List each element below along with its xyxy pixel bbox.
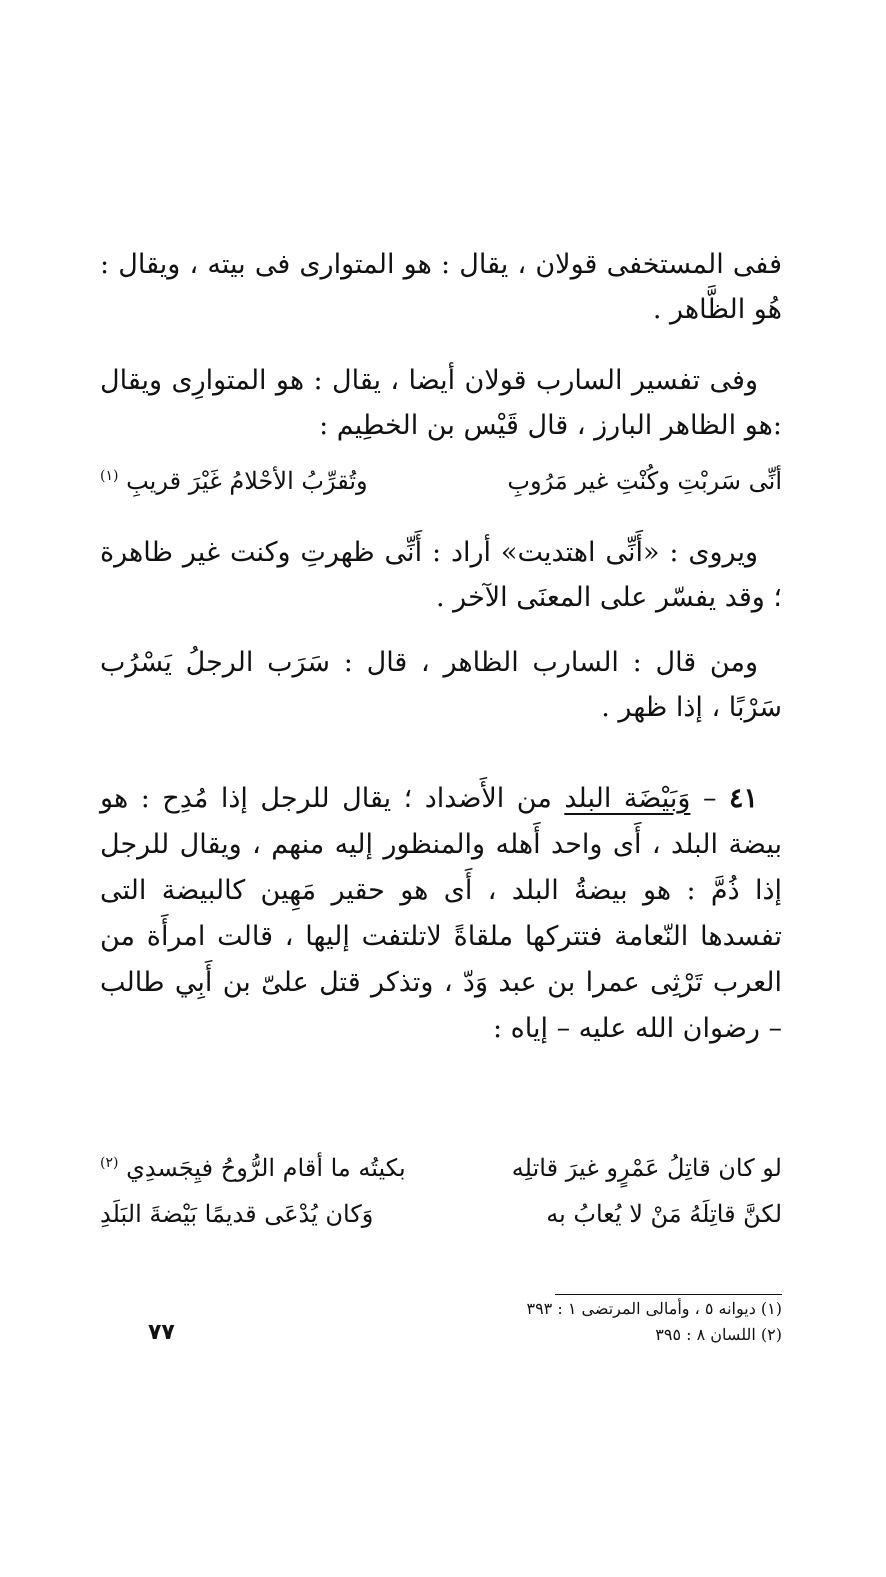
verse-hemistich-first: لو كان قاتِلُ عَمْرٍو غيرَ قاتلِه bbox=[511, 1154, 782, 1182]
entry-number: ٤١ bbox=[728, 783, 758, 814]
footnote-ref: (١) bbox=[100, 468, 119, 484]
paragraph-text: ففى المستخفى قولان ، يقال : هو المتوارى فى بيته ، ويقال : هُو الظَّاهر . bbox=[100, 249, 782, 325]
verse-qays bbox=[100, 463, 782, 499]
footnote-divider bbox=[555, 1294, 782, 1295]
entry-body: من الأَضداد ؛ يقال للرجل إذا مُدِح : هو بيضة البلد ، أَى واحد أَهله والمنظور إليه منهم ، ويقال للرجل إذا ذُمَّ : هو بيضةُ البلد ، أَى هو حقير مَهِين كالبيضة التى تفسدها النّعامة فتتركها ملقاةً لاتلتفت إليها ، قالت امرأَة من العرب تَرْثِى عمرا بن عبد وَدّ ، وتذكر قتل علىّ بن أَبِي طالب – رضوان الله عليه – إياه : bbox=[100, 783, 782, 1044]
paragraph-text: ومن قال : السارب الظاهر ، قال : سَرَب الرجلُ يَسْرُب سَرْبًا ، إذا ظهر . bbox=[100, 647, 782, 723]
verse-line-2 bbox=[100, 1196, 782, 1232]
footnote-1: (١) ديوانه ٥ ، وأمالى المرتضى ١ : ٣٩٣ bbox=[526, 1299, 782, 1318]
entry-text bbox=[100, 776, 782, 1052]
verse-hemistich-first: أنِّى سَربْتِ وكُنْتِ غير مَرُوبِ bbox=[507, 467, 782, 495]
verse-hemistich-second: وَكان يُدْعَى قديمًا بَيْضةَ البَلَدِ bbox=[100, 1200, 374, 1228]
verse-hemistich-first: لكنَّ قاتِلَهُ مَنْ لا يُعابُ به bbox=[546, 1200, 782, 1228]
verse-hemistich-second: وتُقرِّبُ الأحْلامُ غَيْرَ قريبِ $^{(١)}$ bbox=[100, 467, 368, 495]
paragraph-riwaya bbox=[100, 530, 782, 620]
entry-dash: – bbox=[702, 783, 717, 814]
footnote-2: (٢) اللسان ٨ : ٣٩٥ bbox=[655, 1325, 782, 1344]
paragraph-sarab bbox=[100, 640, 782, 730]
paragraph-text: ويروى : «أَنِّى اهتديت» أراد : أَنِّى ظهرتِ وكنت غير ظاهرة ؛ وقد يفسّر على المعنَى الآخر . bbox=[100, 537, 782, 613]
verse-line-1 bbox=[100, 1150, 782, 1186]
page-number: ٧٧ bbox=[148, 1320, 175, 1345]
paragraph-text: وفى تفسير السارب قولان أيضا ، يقال : هو المتوارِى ويقال :هو الظاهر البارز ، قال قَيْس بن الخطِيم : bbox=[100, 365, 782, 441]
entry-baydat-al-balad bbox=[100, 776, 782, 1052]
entry-term: وَبَيْضَة البلد bbox=[564, 783, 691, 814]
paragraph-sarib bbox=[100, 358, 782, 448]
paragraph-mustakhfi bbox=[100, 242, 782, 332]
verse-hemistich-second: بكيتُه ما أقام الرُّوحُ فيِجَسدِي $^{(٢)}$ bbox=[100, 1154, 406, 1182]
footnotes bbox=[380, 1296, 782, 1348]
footnote-ref: (٢) bbox=[100, 1155, 119, 1171]
